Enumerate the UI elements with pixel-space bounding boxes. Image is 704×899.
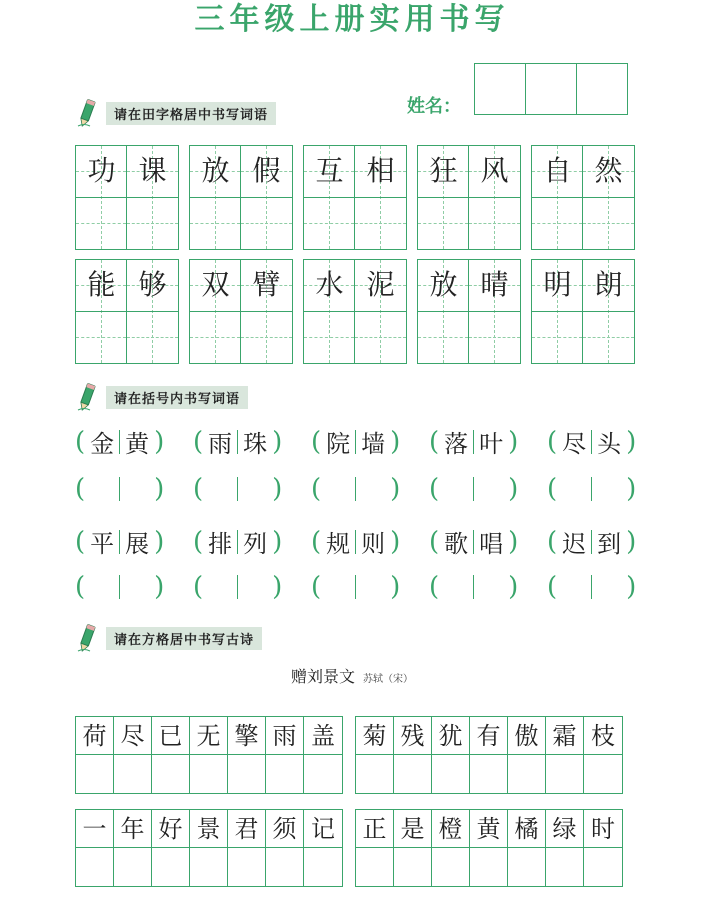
poem-char: 黄 bbox=[470, 810, 508, 848]
word-char: 够 bbox=[138, 268, 167, 301]
write-cell[interactable] bbox=[432, 755, 470, 793]
pencil-icon bbox=[76, 382, 98, 412]
poem-title bbox=[0, 664, 704, 687]
tianzige-cell[interactable] bbox=[418, 260, 469, 363]
bracket-word: ( 金 黄 ) bbox=[75, 424, 193, 459]
poem-char: 擎 bbox=[228, 717, 266, 755]
word-char: 然 bbox=[594, 154, 623, 187]
pencil-icon bbox=[76, 98, 98, 128]
tianzige-cell[interactable] bbox=[418, 146, 469, 249]
poem-char: 橙 bbox=[432, 810, 470, 848]
word-char: 珠 bbox=[243, 430, 268, 458]
poem-grid bbox=[355, 716, 623, 794]
poem-grid bbox=[355, 809, 623, 887]
write-cell[interactable] bbox=[190, 848, 228, 886]
write-cell[interactable] bbox=[356, 848, 394, 886]
word-char: 迟 bbox=[562, 530, 587, 558]
poem-author: 苏轼（宋） bbox=[363, 674, 413, 685]
tianzige-word bbox=[303, 259, 407, 364]
poem-char: 年 bbox=[114, 810, 152, 848]
word-char: 规 bbox=[326, 530, 351, 558]
word-char: 互 bbox=[315, 154, 344, 187]
tianzige-word bbox=[75, 259, 179, 364]
poem-char: 傲 bbox=[508, 717, 546, 755]
write-cell[interactable] bbox=[266, 848, 304, 886]
tianzige-cell[interactable] bbox=[304, 260, 355, 363]
word-char: 展 bbox=[125, 530, 150, 558]
section-label: 请在方格居中书写古诗 bbox=[106, 627, 262, 650]
tianzige-row-1 bbox=[75, 145, 635, 250]
write-cell[interactable] bbox=[304, 755, 342, 793]
word-char: 自 bbox=[543, 154, 572, 187]
word-char: 则 bbox=[361, 530, 386, 558]
word-char: 排 bbox=[208, 530, 233, 558]
bracket-blank[interactable]: ( ) bbox=[75, 474, 165, 504]
poem-row-2 bbox=[75, 809, 623, 887]
name-boxes bbox=[475, 63, 628, 115]
word-char: 朗 bbox=[594, 268, 623, 301]
poem-char: 无 bbox=[190, 717, 228, 755]
bracket-blank[interactable]: ( ) bbox=[547, 572, 637, 602]
write-cell[interactable] bbox=[76, 848, 114, 886]
word-char: 假 bbox=[252, 154, 281, 187]
write-cell[interactable] bbox=[394, 755, 432, 793]
word-char: 落 bbox=[444, 430, 469, 458]
word-char: 课 bbox=[138, 154, 167, 187]
tianzige-cell[interactable] bbox=[583, 260, 634, 363]
poem-char: 记 bbox=[304, 810, 342, 848]
poem-char: 盖 bbox=[304, 717, 342, 755]
page-title: 三年级上册实用书写 bbox=[194, 2, 510, 37]
pencil-icon bbox=[76, 623, 98, 653]
tianzige-cell[interactable] bbox=[241, 260, 292, 363]
word-char: 墙 bbox=[361, 430, 386, 458]
poem-char: 枝 bbox=[584, 717, 622, 755]
bracket-word: ( 尽 头 ) bbox=[547, 424, 665, 459]
tianzige-cell[interactable] bbox=[355, 260, 406, 363]
word-char: 歌 bbox=[444, 530, 469, 558]
poem-char: 霜 bbox=[546, 717, 584, 755]
section-header-3 bbox=[76, 627, 262, 649]
poem-char: 须 bbox=[266, 810, 304, 848]
bracket-blank[interactable]: ( ) bbox=[75, 572, 165, 602]
word-char: 明 bbox=[543, 268, 572, 301]
name-box[interactable] bbox=[474, 63, 526, 115]
tianzige-word bbox=[531, 145, 635, 250]
write-cell[interactable] bbox=[304, 848, 342, 886]
tianzige-word bbox=[189, 145, 293, 250]
bracket-word: ( 落 叶 ) bbox=[429, 424, 547, 459]
tianzige-cell[interactable] bbox=[583, 146, 634, 249]
write-cell[interactable] bbox=[546, 755, 584, 793]
tianzige-cell[interactable] bbox=[127, 146, 178, 249]
bracket-blank[interactable]: ( ) bbox=[311, 474, 401, 504]
poem-row-1 bbox=[75, 716, 623, 794]
write-cell[interactable] bbox=[190, 755, 228, 793]
tianzige-word bbox=[531, 259, 635, 364]
write-cell[interactable] bbox=[394, 848, 432, 886]
name-box[interactable] bbox=[576, 63, 628, 115]
word-char: 功 bbox=[87, 154, 116, 187]
poem-grid bbox=[75, 809, 343, 887]
poem-char: 雨 bbox=[266, 717, 304, 755]
write-cell[interactable] bbox=[228, 848, 266, 886]
bracket-word: ( 平 展 ) bbox=[75, 524, 193, 559]
word-char: 到 bbox=[597, 530, 622, 558]
write-cell[interactable] bbox=[114, 848, 152, 886]
bracket-blank[interactable]: ( ) bbox=[193, 474, 283, 504]
word-char: 放 bbox=[429, 268, 458, 301]
tianzige-cell[interactable] bbox=[190, 260, 241, 363]
bracket-word: ( 院 墙 ) bbox=[311, 424, 429, 459]
poem-char: 有 bbox=[470, 717, 508, 755]
bracket-row-2 bbox=[75, 524, 665, 559]
word-char: 院 bbox=[326, 430, 351, 458]
poem-char: 绿 bbox=[546, 810, 584, 848]
tianzige-word bbox=[417, 145, 521, 250]
tianzige-cell[interactable] bbox=[469, 146, 520, 249]
word-char: 平 bbox=[90, 530, 115, 558]
poem-char: 尽 bbox=[114, 717, 152, 755]
poem-name: 赠刘景文 bbox=[290, 667, 355, 686]
word-char: 唱 bbox=[479, 530, 504, 558]
word-char: 列 bbox=[243, 530, 268, 558]
write-cell[interactable] bbox=[508, 755, 546, 793]
word-char: 泥 bbox=[366, 268, 395, 301]
tianzige-word bbox=[189, 259, 293, 364]
poem-char: 荷 bbox=[76, 717, 114, 755]
tianzige-row-2 bbox=[75, 259, 635, 364]
bracket-word: ( 迟 到 ) bbox=[547, 524, 665, 559]
name-label: 姓名： bbox=[407, 96, 461, 117]
poem-char: 菊 bbox=[356, 717, 394, 755]
tianzige-word bbox=[417, 259, 521, 364]
word-char: 风 bbox=[480, 154, 509, 187]
write-cell[interactable] bbox=[76, 755, 114, 793]
bracket-blank[interactable]: ( ) bbox=[547, 474, 637, 504]
word-char: 相 bbox=[366, 154, 395, 187]
poem-char: 残 bbox=[394, 717, 432, 755]
bracket-word: ( 排 列 ) bbox=[193, 524, 311, 559]
tianzige-cell[interactable] bbox=[304, 146, 355, 249]
poem-char: 是 bbox=[394, 810, 432, 848]
word-char: 晴 bbox=[480, 268, 509, 301]
write-cell[interactable] bbox=[584, 848, 622, 886]
word-char: 金 bbox=[90, 430, 115, 458]
tianzige-cell[interactable] bbox=[76, 146, 127, 249]
write-cell[interactable] bbox=[266, 755, 304, 793]
write-cell[interactable] bbox=[470, 755, 508, 793]
write-cell[interactable] bbox=[152, 848, 190, 886]
write-cell[interactable] bbox=[152, 755, 190, 793]
poem-grid bbox=[75, 716, 343, 794]
word-char: 双 bbox=[201, 268, 230, 301]
tianzige-cell[interactable] bbox=[532, 146, 583, 249]
bracket-word: ( 雨 珠 ) bbox=[193, 424, 311, 459]
word-char: 狂 bbox=[429, 154, 458, 187]
tianzige-cell[interactable] bbox=[190, 146, 241, 249]
bracket-blank-row-1 bbox=[75, 474, 665, 504]
write-cell[interactable] bbox=[228, 755, 266, 793]
write-cell[interactable] bbox=[356, 755, 394, 793]
poem-char: 时 bbox=[584, 810, 622, 848]
write-cell[interactable] bbox=[546, 848, 584, 886]
bracket-word: ( 歌 唱 ) bbox=[429, 524, 547, 559]
poem-char: 一 bbox=[76, 810, 114, 848]
section-label: 请在田字格居中书写词语 bbox=[106, 102, 276, 125]
word-char: 叶 bbox=[479, 430, 504, 458]
section-header-1 bbox=[76, 102, 276, 124]
word-char: 黄 bbox=[125, 430, 150, 458]
write-cell[interactable] bbox=[508, 848, 546, 886]
write-cell[interactable] bbox=[584, 755, 622, 793]
word-char: 臂 bbox=[252, 268, 281, 301]
bracket-blank[interactable]: ( ) bbox=[193, 572, 283, 602]
tianzige-cell[interactable] bbox=[532, 260, 583, 363]
word-char: 能 bbox=[87, 268, 116, 301]
write-cell[interactable] bbox=[432, 848, 470, 886]
poem-char: 橘 bbox=[508, 810, 546, 848]
tianzige-word bbox=[75, 145, 179, 250]
name-box[interactable] bbox=[525, 63, 577, 115]
bracket-blank-row-2 bbox=[75, 572, 665, 602]
tianzige-cell[interactable] bbox=[355, 146, 406, 249]
bracket-blank[interactable]: ( ) bbox=[429, 572, 519, 602]
write-cell[interactable] bbox=[114, 755, 152, 793]
poem-char: 好 bbox=[152, 810, 190, 848]
tianzige-cell[interactable] bbox=[469, 260, 520, 363]
poem-char: 君 bbox=[228, 810, 266, 848]
poem-char: 景 bbox=[190, 810, 228, 848]
word-char: 尽 bbox=[562, 430, 587, 458]
word-char: 放 bbox=[201, 154, 230, 187]
bracket-row-1 bbox=[75, 424, 665, 459]
word-char: 头 bbox=[597, 430, 622, 458]
poem-char: 已 bbox=[152, 717, 190, 755]
word-char: 雨 bbox=[208, 430, 233, 458]
tianzige-cell[interactable] bbox=[241, 146, 292, 249]
bracket-word: ( 规 则 ) bbox=[311, 524, 429, 559]
tianzige-word bbox=[303, 145, 407, 250]
section-header-2 bbox=[76, 386, 248, 408]
tianzige-cell[interactable] bbox=[76, 260, 127, 363]
bracket-blank[interactable]: ( ) bbox=[311, 572, 401, 602]
section-label: 请在括号内书写词语 bbox=[106, 386, 248, 409]
poem-char: 犹 bbox=[432, 717, 470, 755]
poem-char: 正 bbox=[356, 810, 394, 848]
bracket-blank[interactable]: ( ) bbox=[429, 474, 519, 504]
tianzige-cell[interactable] bbox=[127, 260, 178, 363]
write-cell[interactable] bbox=[470, 848, 508, 886]
word-char: 水 bbox=[315, 268, 344, 301]
